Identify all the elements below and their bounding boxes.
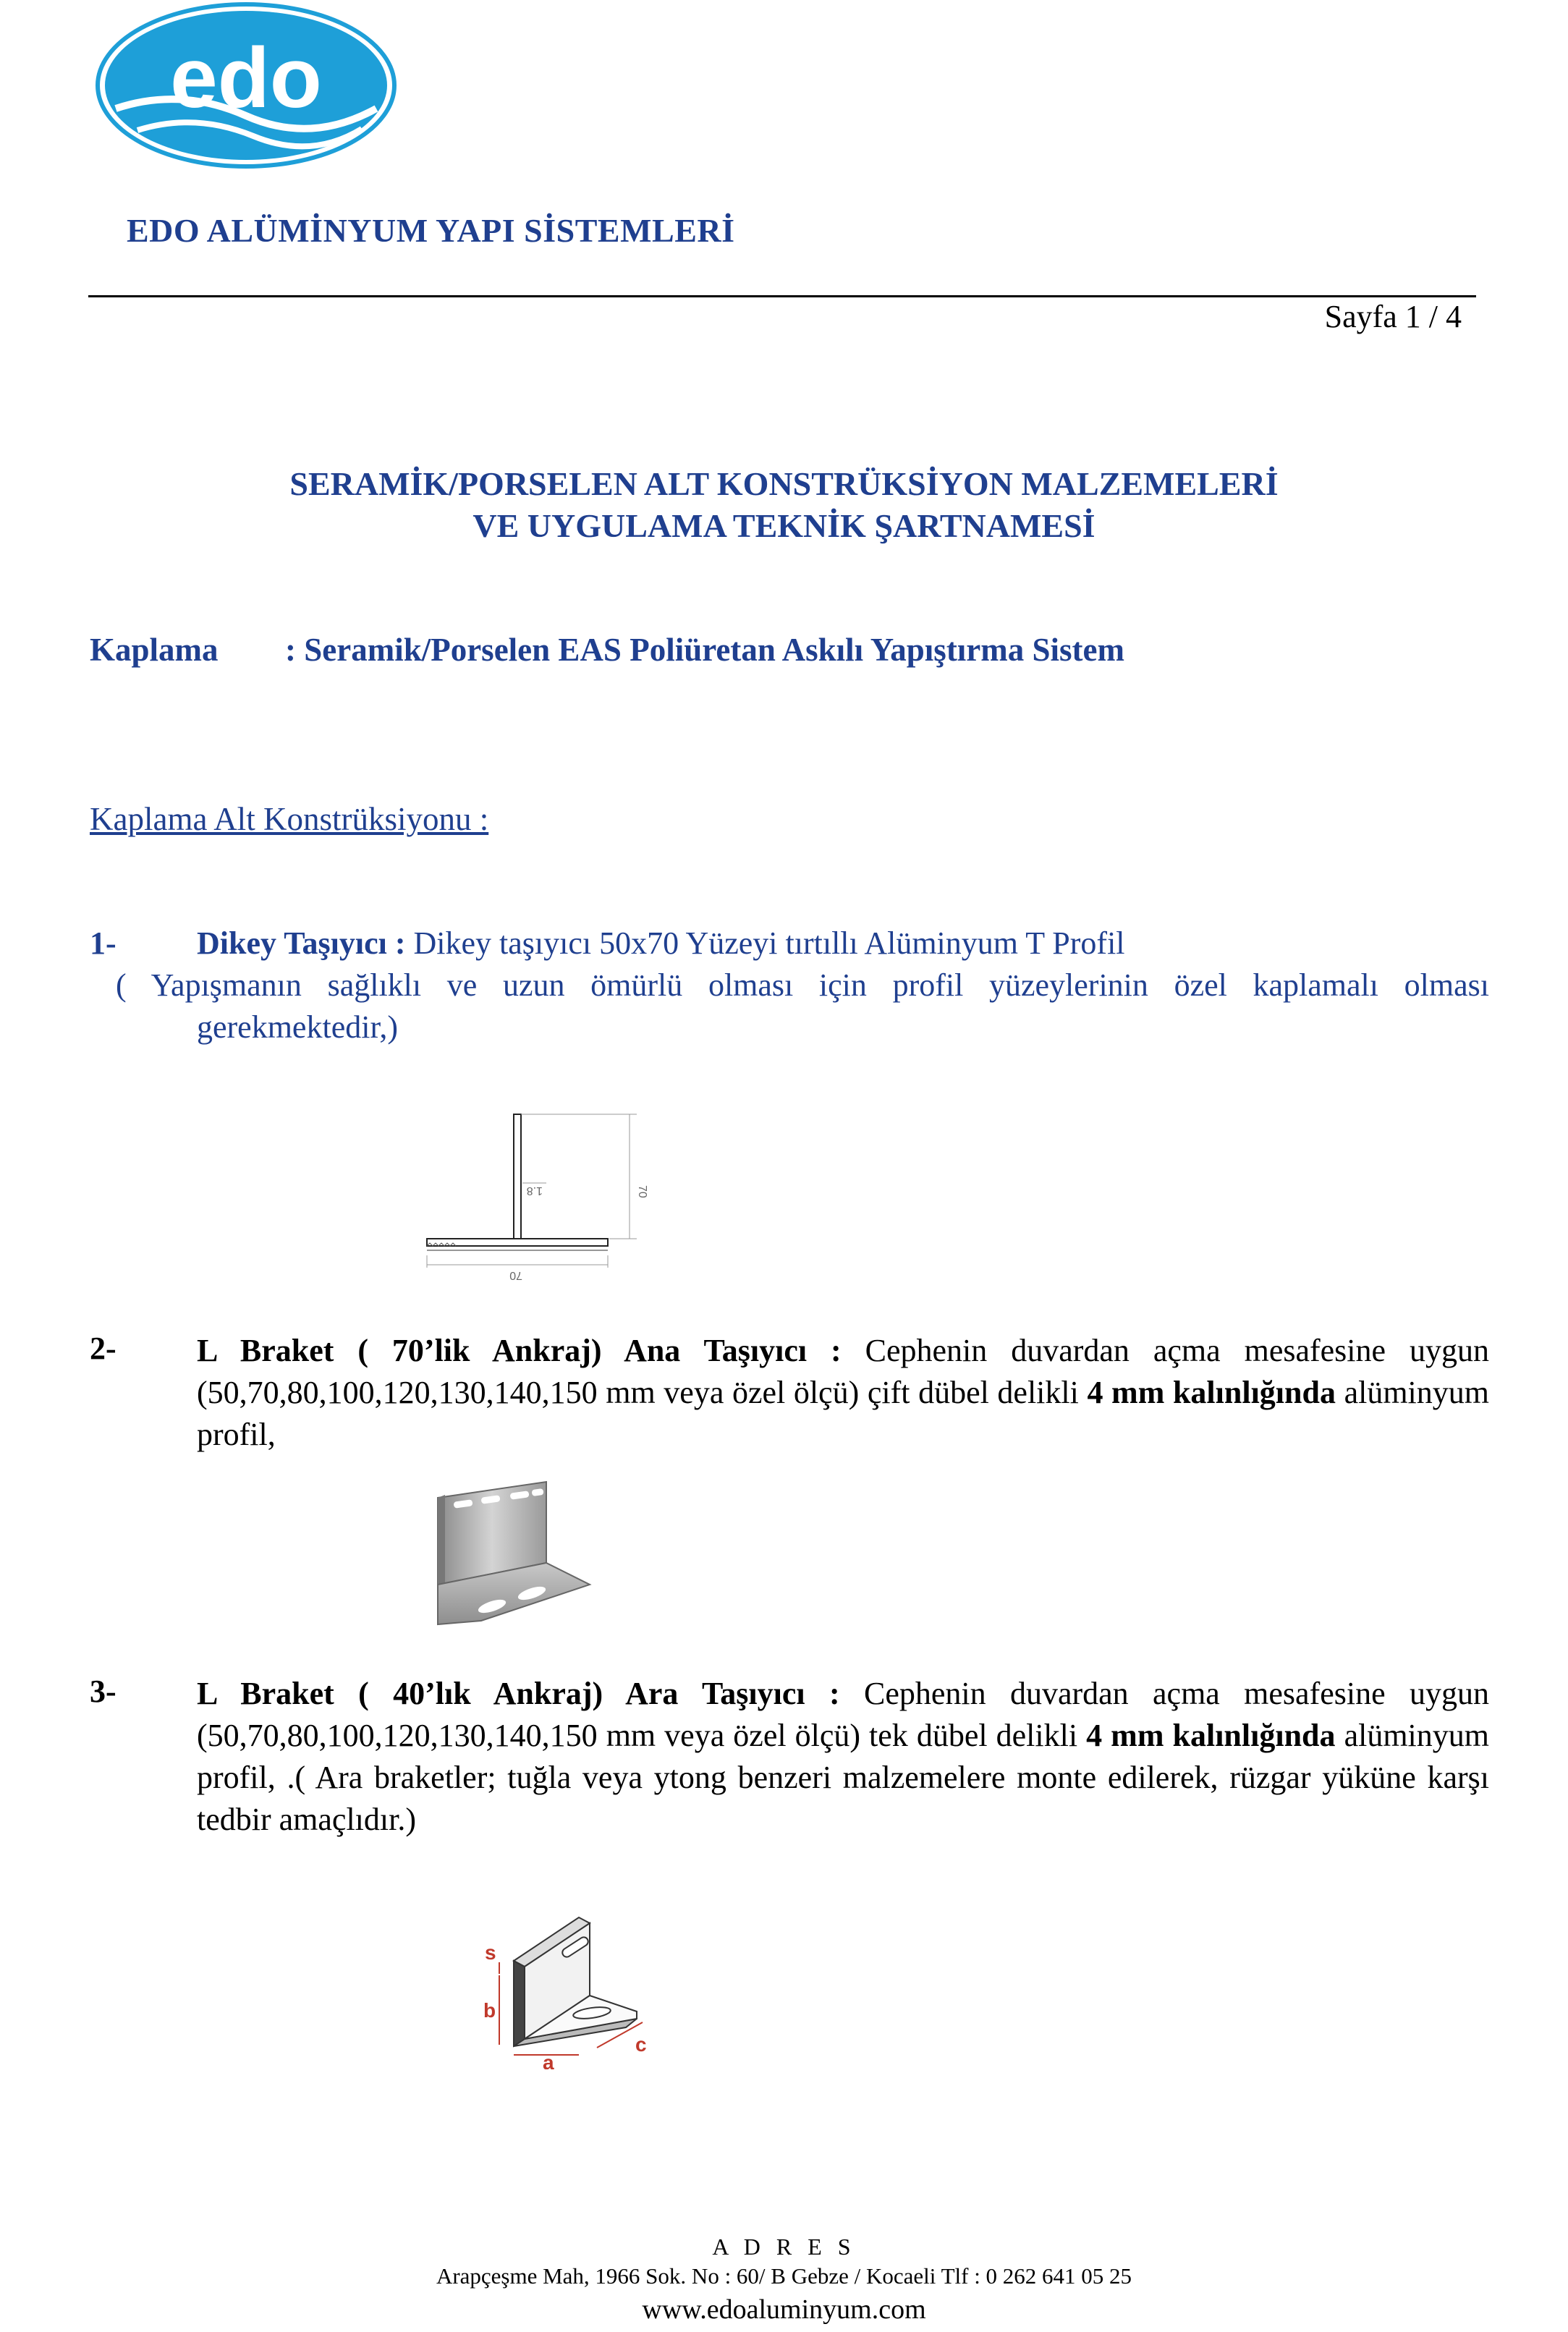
t-height-label: 70: [636, 1185, 648, 1198]
label-s: s: [485, 1941, 496, 1964]
item-3-number: 3-: [90, 1674, 116, 1709]
label-b: b: [483, 1999, 496, 2022]
title-line-2: VE UYGULAMA TEKNİK ŞARTNAMESİ: [472, 507, 1096, 544]
l-bracket-70-image: [423, 1476, 597, 1635]
t-thickness-label: 1.8: [526, 1184, 543, 1197]
footer-title: A D R E S: [712, 2234, 856, 2260]
l-bracket-40-drawing: [470, 1903, 702, 2069]
footer-address: Arapçeşme Mah, 1966 Sok. No : 60/ B Gebze / Kocaeli Tlf : 0 262 641 05 25: [436, 2263, 1132, 2289]
section-subheading: Kaplama Alt Konstrüksiyonu :: [90, 801, 489, 837]
label-c: c: [635, 2033, 647, 2056]
t-width-label: 70: [509, 1269, 522, 1281]
logo-text: edo: [170, 30, 322, 126]
item-2-text-2: alüminyum profil,: [197, 1375, 1489, 1452]
item-3-paragraph: [197, 1673, 1489, 1841]
item-1-line-3: gerekmektedir,): [197, 1009, 398, 1045]
company-name: EDO ALÜMİNYUM YAPI SİSTEMLERİ: [127, 212, 735, 249]
t-profile-drawing: [420, 1100, 658, 1288]
coating-row: [90, 631, 1125, 669]
footer: [0, 2232, 1568, 2328]
item-3-text-1: Cephenin duvardan açma mesafesine uygun (50,70,80,100,120,130,140,150 mm veya özel ölçü) tek dübel delikli: [197, 1676, 1489, 1753]
item-1-line-2: ( Yapışmanın sağlıklı ve uzun ömürlü olması için profil yüzeylerinin özel kaplamalı olması: [116, 967, 1489, 1003]
coating-label: Kaplama: [90, 632, 219, 668]
page-number: Sayfa 1 / 4: [1324, 299, 1462, 334]
item-2-text-1: Cephenin duvardan açma mesafesine uygun (50,70,80,100,120,130,140,150 mm veya özel ölçü) çift dübel delikli: [197, 1333, 1490, 1410]
item-2-heading: L Braket ( 70’lik Ankraj) Ana Taşıyıcı :: [197, 1333, 842, 1368]
coating-value: : Seramik/Porselen EAS Poliüretan Askılı Yapıştırma Sistem: [285, 632, 1125, 668]
item-3-thickness: 4 mm kalınlığında: [1086, 1718, 1336, 1753]
item-2-thickness: 4 mm kalınlığında: [1087, 1375, 1336, 1410]
item-1-line-1: [197, 925, 1125, 962]
label-a: a: [543, 2051, 554, 2069]
header-divider: [88, 295, 1476, 297]
item-3-text-2: alüminyum profil, .( Ara braketler; tuğla veya ytong benzeri malzemelere monte edilerek, rüzgar yüküne karşı tedbir amaçlıdır.): [197, 1718, 1490, 1837]
document-title: [0, 463, 1568, 547]
item-1-number: 1-: [90, 925, 116, 961]
item-2-paragraph: [197, 1330, 1489, 1456]
footer-website: www.edoaluminyum.com: [642, 2294, 926, 2325]
title-line-1: SERAMİK/PORSELEN ALT KONSTRÜKSİYON MALZEMELERİ: [289, 465, 1279, 502]
item-1-heading: Dikey Taşıyıcı :: [197, 925, 406, 961]
item-1-text: Dikey taşıyıcı 50x70 Yüzeyi tırtıllı Alüminyum T Profil: [405, 925, 1125, 961]
item-3-heading: L Braket ( 40’lık Ankraj) Ara Taşıyıcı :: [197, 1676, 840, 1711]
edo-logo: [94, 0, 398, 174]
item-2-number: 2-: [90, 1331, 116, 1366]
